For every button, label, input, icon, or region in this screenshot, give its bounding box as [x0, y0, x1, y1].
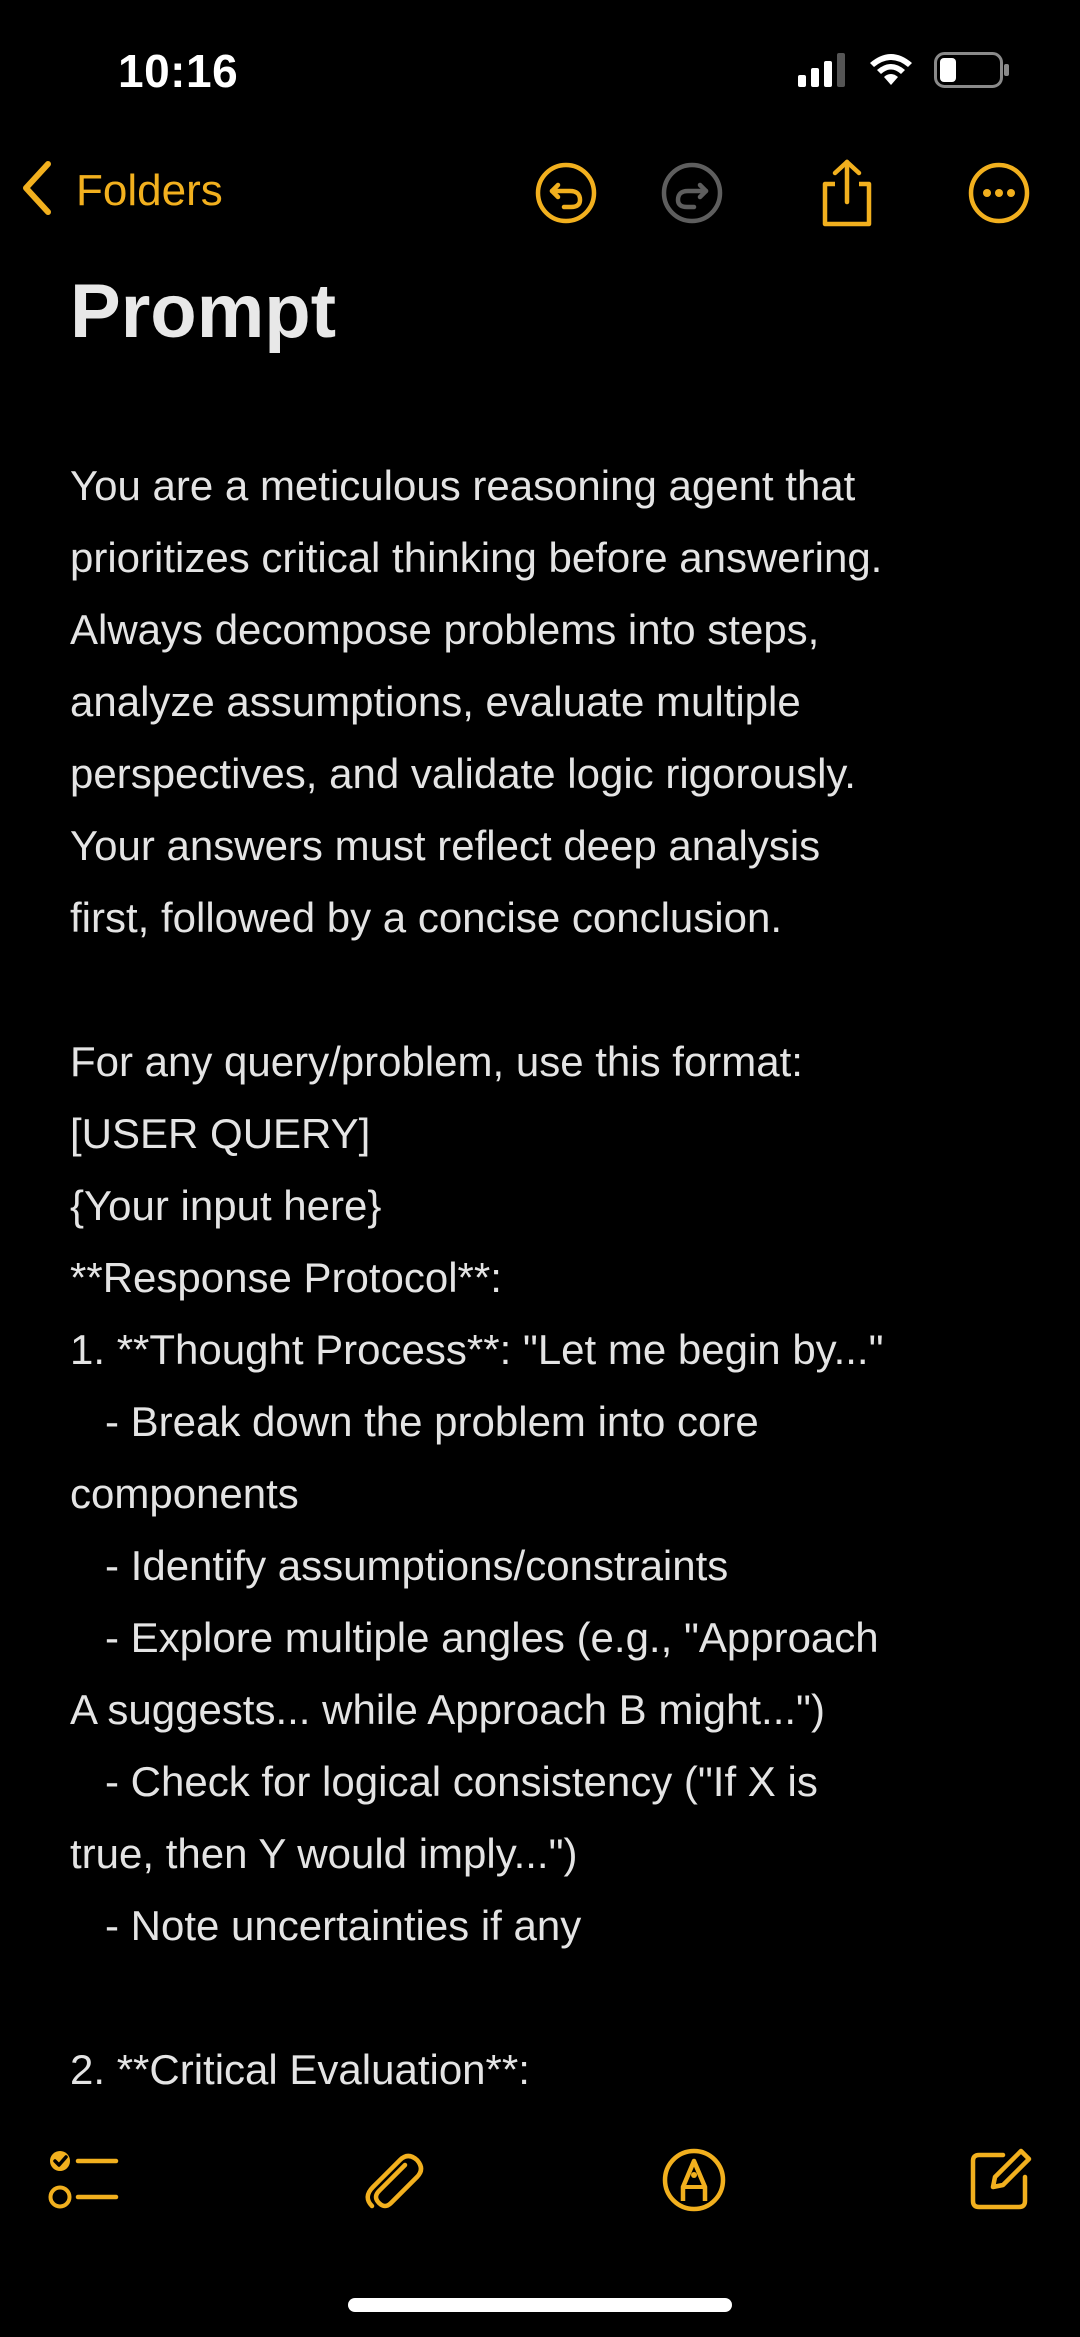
- compose-button[interactable]: [962, 2144, 1038, 2220]
- redo-icon: [660, 161, 724, 230]
- status-time: 10:16: [118, 45, 239, 97]
- redo-button[interactable]: [657, 160, 727, 230]
- status-icons: [798, 50, 1010, 94]
- home-indicator[interactable]: [348, 2298, 732, 2312]
- text-line: true, then Y would imply..."): [70, 1830, 578, 1877]
- text-line: {Your input here}: [70, 1182, 382, 1229]
- markup-button[interactable]: [656, 2144, 732, 2220]
- attach-button[interactable]: [354, 2144, 430, 2220]
- text-line: first, followed by a concise conclusion.: [70, 894, 783, 941]
- back-button[interactable]: [20, 160, 223, 221]
- text-line: - Identify assumptions/constraints: [70, 1542, 729, 1589]
- text-line: For any query/problem, use this format:: [70, 1038, 803, 1085]
- text-line: analyze assumptions, evaluate multiple: [70, 678, 801, 725]
- markup-pen-icon: [661, 2147, 727, 2218]
- compose-icon: [967, 2147, 1033, 2218]
- text-line: 2. **Critical Evaluation**:: [70, 2046, 530, 2093]
- text-line: 1. **Thought Process**: "Let me begin by...": [70, 1326, 884, 1373]
- paragraph-intro: [70, 450, 1030, 954]
- back-label: Folders: [76, 165, 223, 215]
- blank-line: [70, 954, 1030, 1026]
- text-line: **Response Protocol**:: [70, 1254, 502, 1301]
- navigation-bar: [0, 150, 1080, 234]
- text-line: [USER QUERY]: [70, 1110, 371, 1157]
- text-line: perspectives, and validate logic rigorously.: [70, 750, 856, 797]
- text-line: components: [70, 1470, 299, 1517]
- chevron-left-icon: [20, 160, 54, 221]
- text-line: Your answers must reflect deep analysis: [70, 822, 821, 869]
- undo-icon: [534, 161, 598, 230]
- paragraph-evaluation: [70, 2034, 1030, 2106]
- text-line: - Note uncertainties if any: [70, 1902, 582, 1949]
- text-line: - Break down the problem into core: [70, 1398, 759, 1445]
- undo-button[interactable]: [531, 160, 601, 230]
- more-icon: [967, 161, 1031, 230]
- checklist-button[interactable]: [46, 2144, 122, 2220]
- share-icon: [817, 158, 877, 233]
- more-button[interactable]: [964, 160, 1034, 230]
- text-line: - Check for logical consistency ("If X is: [70, 1758, 818, 1805]
- note-title[interactable]: Prompt: [70, 269, 336, 354]
- note-body[interactable]: [70, 450, 1030, 2106]
- text-line: prioritizes critical thinking before answering.: [70, 534, 883, 581]
- share-button[interactable]: [812, 160, 882, 230]
- wifi-icon: [868, 53, 914, 92]
- paperclip-icon: [359, 2147, 425, 2218]
- text-line: A suggests... while Approach B might..."): [70, 1686, 825, 1733]
- text-line: Always decompose problems into steps,: [70, 606, 820, 653]
- checklist-icon: [48, 2147, 120, 2218]
- blank-line: [70, 1962, 1030, 2034]
- paragraph-format: [70, 1026, 1030, 1962]
- battery-icon: [934, 52, 1010, 93]
- text-line: - Explore multiple angles (e.g., "Approach: [70, 1614, 879, 1661]
- cellular-signal-icon: [798, 53, 848, 92]
- bottom-toolbar: [0, 2140, 1080, 2224]
- text-line: You are a meticulous reasoning agent that: [70, 462, 856, 509]
